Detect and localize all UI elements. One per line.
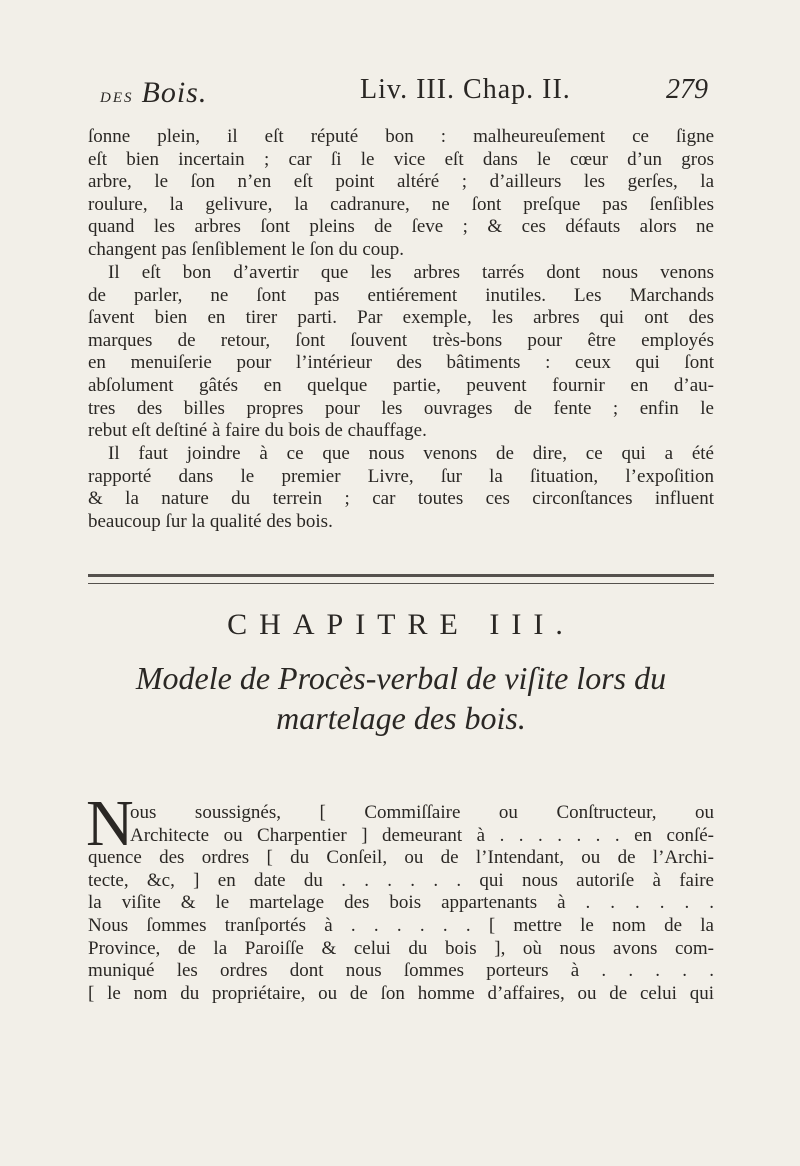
text-line: tres des billes propres pour les ouvrages de fente ; enfin le: [88, 397, 714, 419]
chapter-subtitle: [88, 658, 714, 738]
text-line: tecte, &c, ] en date du . . . . . . qui nous autoriſe à faire: [88, 869, 714, 891]
text-line: [ le nom du propriétaire, ou de ſon homme d’affaires, ou de celui qui: [88, 982, 714, 1004]
text-line: & la nature du terrein ; car toutes ces circonſtances influent: [88, 488, 714, 510]
text-line: Il eſt bon d’avertir que les arbres tarrés dont nous venons: [108, 262, 714, 283]
text-line: abſolument gâtés en quelque partie, peuvent fournir en d’au-: [88, 374, 714, 396]
paragraph-3: [88, 443, 714, 533]
text-line: Province, de la Paroiſſe & celui du bois ], où nous avons com-: [88, 937, 714, 959]
text-line: marques de retour, ſont ſouvent très-bons pour être employés: [88, 329, 714, 351]
text-line: eſt bien incertain ; car ſi le vice eſt dans le cœur d’un gros: [88, 148, 714, 170]
text-line: changent pas ſenſiblement le ſon du coup.: [88, 238, 405, 260]
chapter-heading: CHAPITRE III.: [227, 608, 575, 641]
text-line: Il faut joindre à ce que nous venons de dire, ce qui a été: [108, 443, 714, 464]
drop-cap: N: [86, 787, 134, 860]
paragraph-2: [88, 262, 714, 443]
text-line: arbre, le ſon n’en eſt point altéré ; d’ailleurs les gerſes, la: [88, 171, 714, 193]
text-line: muniqué les ordres dont nous ſommes porteurs à . . . . .: [88, 960, 714, 982]
text-line: la viſite & le martelage des bois appartenants à . . . . . .: [88, 892, 714, 914]
form-text: [88, 802, 714, 1005]
text-line: beaucoup ſur la qualité des bois.: [88, 510, 333, 532]
text-line: en menuiſerie pour l’intérieur des bâtiments : ceux qui ſont: [88, 352, 714, 374]
text-line: rapporté dans le premier Livre, ſur la ſituation, l’expoſition: [88, 465, 714, 487]
header-title-main: Bois.: [141, 76, 208, 109]
text-line: quand les arbres ſont pleins de ſeve ; & ces défauts alors ne: [88, 216, 714, 238]
subtitle-line: Modele de Procès-verbal de viſite lors du: [135, 660, 667, 696]
section-divider: [88, 574, 714, 584]
subtitle-line: martelage des bois.: [276, 700, 526, 736]
text-line: Architecte ou Charpentier ] demeurant à . . . . . . . en conſé-: [130, 824, 714, 846]
text-line: quence des ordres [ du Conſeil, ou de l’Intendant, ou de l’Archi-: [88, 847, 714, 869]
text-line: Nous ſommes tranſportés à . . . . . . [ mettre le nom de la: [88, 914, 714, 936]
header-title: [100, 76, 207, 110]
page-number: 279: [666, 74, 708, 105]
text-line: ſonne plein, il eſt réputé bon : malheureuſement ce ſigne: [88, 126, 714, 147]
text-line: roulure, la gelivure, la cadranure, ne ſont preſque pas ſenſibles: [88, 193, 714, 215]
paragraph-1: [88, 126, 714, 262]
text-line: de parler, ne ſont pas entiérement inutiles. Les Marchands: [88, 284, 714, 306]
text-line: ous soussignés, [ Commiſſaire ou Conſtructeur, ou: [130, 802, 714, 823]
text-line: rebut eſt deſtiné à faire du bois de chauffage.: [88, 420, 427, 442]
header-book-chapter: Liv. III. Chap. II.: [360, 74, 571, 105]
running-header: [100, 72, 708, 112]
header-title-prefix: des: [100, 82, 134, 107]
text-line: ſavent bien en tirer parti. Par exemple, les arbres qui ont des: [88, 307, 714, 329]
